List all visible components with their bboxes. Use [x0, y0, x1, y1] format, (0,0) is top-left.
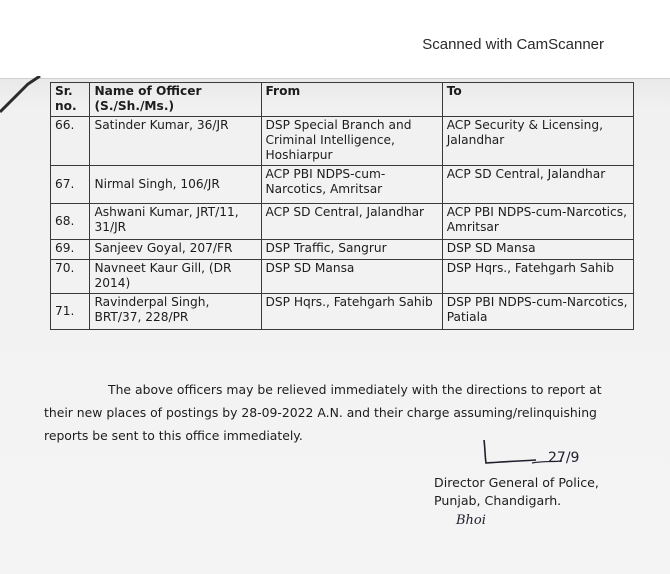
cell-name: Ashwani Kumar, JRT/11, 31/JR [90, 204, 261, 240]
cell-name: Sanjeev Goyal, 207/FR [90, 240, 261, 260]
col-header-sr-line1: Sr. [55, 84, 73, 98]
signatory-location: Punjab, Chandigarh. [434, 493, 562, 508]
table-row [51, 294, 634, 330]
cell-from: ACP SD Central, Jalandhar [261, 204, 442, 240]
handwritten-signature [478, 436, 588, 474]
signatory-title: Director General of Police, [434, 475, 599, 490]
table-header-row [51, 83, 634, 117]
table-row [51, 117, 634, 166]
cell-from: DSP SD Mansa [261, 260, 442, 294]
cell-sr: 67. [51, 166, 90, 204]
scanner-watermark: Scanned with CamScanner [422, 36, 604, 53]
scanner-header [0, 0, 670, 78]
signatory-block [434, 474, 599, 510]
cell-to: ACP Security & Licensing, Jalandhar [442, 117, 633, 166]
cell-sr: 69. [51, 240, 90, 260]
col-header-from: From [261, 83, 442, 117]
signature-date: 27/9 [548, 450, 580, 466]
cell-sr: 70. [51, 260, 90, 294]
note-line-1: The above officers may be relieved immediately with the directions to report at [108, 382, 602, 397]
cell-name: Navneet Kaur Gill, (DR 2014) [90, 260, 261, 294]
cell-sr: 66. [51, 117, 90, 166]
handwritten-initials [454, 506, 502, 530]
cell-name: Nirmal Singh, 106/JR [90, 166, 261, 204]
note-line-2: their new places of postings by 28-09-2022 A.N. and their charge assuming/relinquishing [44, 405, 597, 420]
table-row [51, 240, 634, 260]
cell-to: DSP PBI NDPS-cum-Narcotics, Patiala [442, 294, 633, 330]
cell-name: Satinder Kumar, 36/JR [90, 117, 261, 166]
cell-from: DSP Hqrs., Fatehgarh Sahib [261, 294, 442, 330]
initials-text: Bhoi [456, 513, 486, 528]
col-header-name-line1: Name of Officer [94, 84, 202, 98]
col-header-name-line2: (S./Sh./Ms.) [94, 99, 175, 113]
cell-name: Ravinderpal Singh, BRT/37, 228/PR [90, 294, 261, 330]
cell-from: DSP Traffic, Sangrur [261, 240, 442, 260]
col-header-name [90, 83, 261, 117]
table-row [51, 260, 634, 294]
cell-from: DSP Special Branch and Criminal Intelligence, Hoshiarpur [261, 117, 442, 166]
postings-table [50, 82, 634, 330]
cell-to: ACP PBI NDPS-cum-Narcotics, Amritsar [442, 204, 633, 240]
table-row [51, 204, 634, 240]
table-row [51, 166, 634, 204]
cell-sr: 68. [51, 204, 90, 240]
cell-from: ACP PBI NDPS-cum-Narcotics, Amritsar [261, 166, 442, 204]
col-header-to: To [442, 83, 633, 117]
cell-sr: 71. [51, 294, 90, 330]
cell-to: ACP SD Central, Jalandhar [442, 166, 633, 204]
col-header-sr [51, 83, 90, 117]
cell-to: DSP SD Mansa [442, 240, 633, 260]
cell-to: DSP Hqrs., Fatehgarh Sahib [442, 260, 633, 294]
note-line-3: reports be sent to this office immediately. [44, 428, 303, 443]
col-header-sr-line2: no. [55, 99, 77, 113]
